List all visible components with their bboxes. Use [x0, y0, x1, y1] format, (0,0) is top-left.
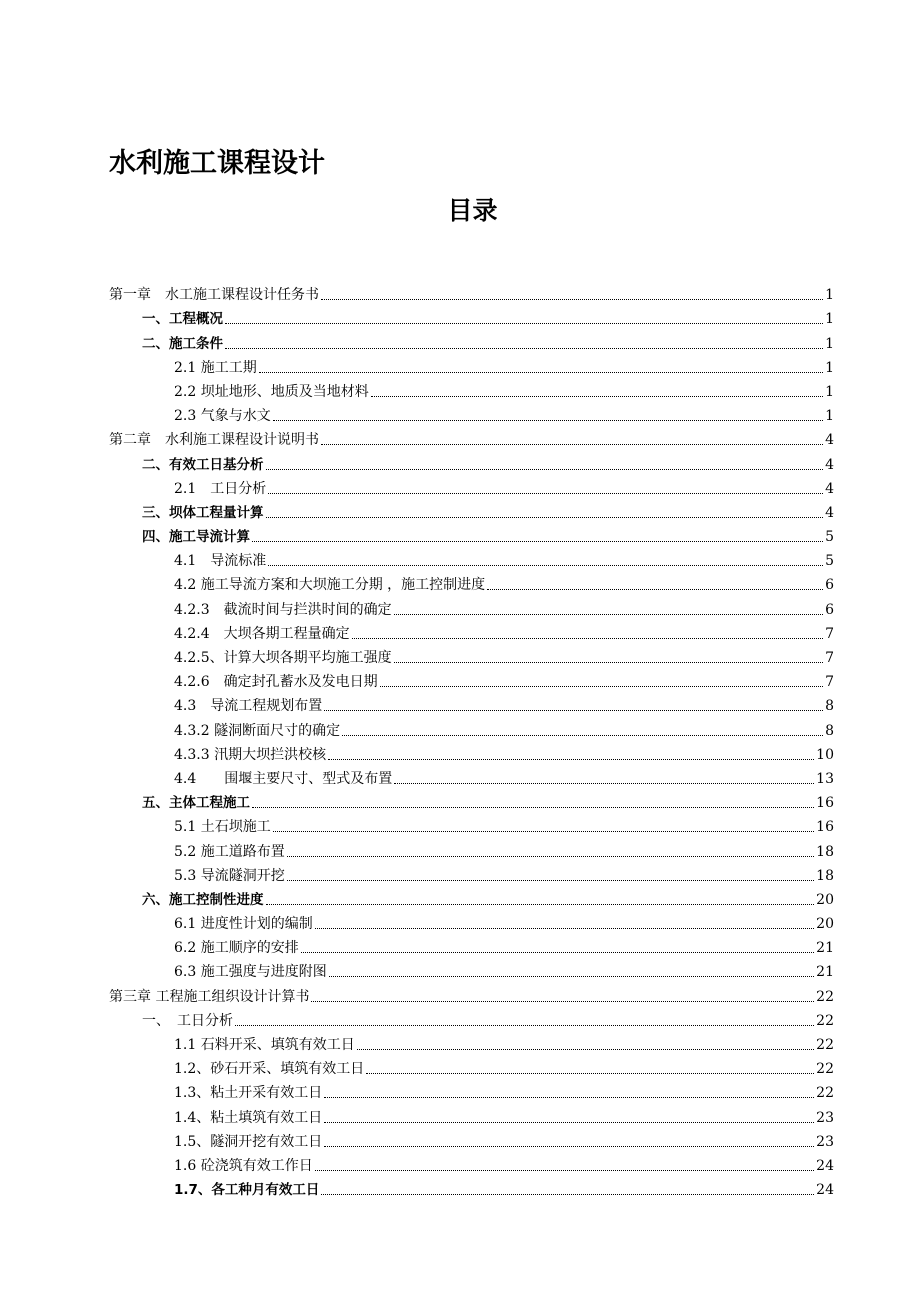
- toc-heading: 目录: [447, 196, 498, 225]
- toc-entry-page: 18: [816, 843, 834, 860]
- toc-entry-title: 六、施工控制性进度: [142, 891, 264, 908]
- toc-entry[interactable]: [109, 691, 834, 715]
- toc-entry[interactable]: [109, 933, 834, 957]
- toc-dot-leader: [324, 1122, 814, 1123]
- toc-entry-title: 一、 工日分析: [142, 1012, 233, 1029]
- toc-entry[interactable]: [109, 1030, 834, 1054]
- toc-entry[interactable]: [109, 280, 834, 304]
- toc-entry[interactable]: [109, 836, 834, 860]
- toc-entry-title: 4.2.4 大坝各期工程量确定: [174, 625, 350, 642]
- toc-entry-title: 4.3 导流工程规划布置: [174, 698, 323, 715]
- toc-entry-page: 4: [825, 456, 834, 473]
- toc-entry[interactable]: [109, 522, 834, 546]
- toc-entry-page: 7: [825, 674, 834, 691]
- toc-entry[interactable]: [109, 546, 834, 570]
- toc-entry-page: 1: [825, 311, 834, 328]
- toc-entry-title: 第二章 水利施工课程设计说明书: [109, 432, 319, 449]
- toc-entry[interactable]: [109, 740, 834, 764]
- toc-entry-title: 5.3 导流隧洞开挖: [174, 867, 285, 884]
- toc-entry-title: 4.3.2 隧洞断面尺寸的确定: [174, 722, 341, 739]
- toc-entry-page: 16: [816, 795, 834, 812]
- toc-dot-leader: [266, 469, 824, 470]
- toc-entry[interactable]: [109, 1006, 834, 1030]
- toc-entry-title: 6.3 施工强度与进度附图: [174, 964, 327, 981]
- toc-entry-page: 1: [825, 287, 834, 304]
- toc-dot-leader: [357, 1049, 814, 1050]
- toc-entry[interactable]: [109, 328, 834, 352]
- toc-entry-page: 7: [825, 650, 834, 666]
- toc-dot-leader: [324, 1097, 814, 1098]
- toc-entry-page: 1: [825, 335, 834, 352]
- toc-entry-title: 2.1 工日分析: [174, 480, 267, 497]
- toc-entry-title: 1.1 石料开采、填筑有效工日: [174, 1037, 355, 1053]
- toc-dot-leader: [328, 759, 814, 760]
- toc-entry[interactable]: [109, 377, 834, 401]
- toc-entry[interactable]: [109, 1078, 834, 1102]
- toc-entry-title: 1.3、粘土开采有效工日: [174, 1085, 323, 1102]
- toc-entry-page: 13: [816, 770, 834, 787]
- toc-entry-title: 5.2 施工道路布置: [174, 843, 285, 860]
- toc-dot-leader: [268, 493, 823, 494]
- toc-entry-page: 6: [825, 601, 834, 618]
- toc-entry-title: 4.4 围堰主要尺寸、型式及布置: [174, 770, 393, 787]
- toc-entry-page: 7: [825, 625, 834, 642]
- toc-entry[interactable]: [109, 667, 834, 691]
- toc-dot-leader: [394, 614, 823, 615]
- toc-entry[interactable]: [109, 401, 834, 425]
- toc-dot-leader: [324, 1146, 814, 1147]
- toc-entry-title: 三、坝体工程量计算: [142, 504, 264, 521]
- toc-dot-leader: [324, 710, 823, 711]
- toc-dot-leader: [394, 662, 823, 663]
- toc-dot-leader: [487, 589, 823, 590]
- toc-entry-page: 5: [825, 553, 834, 570]
- toc-entry-page: 22: [816, 988, 834, 1005]
- toc-entry-title: 4.2.3 截流时间与拦洪时间的确定: [174, 601, 392, 618]
- toc-dot-leader: [273, 420, 823, 421]
- toc-entry[interactable]: [109, 981, 834, 1005]
- toc-entry-title: 1.4、粘土填筑有效工日: [174, 1109, 323, 1126]
- toc-dot-leader: [380, 686, 823, 687]
- toc-entry-page: 20: [816, 916, 834, 933]
- toc-entry[interactable]: [109, 619, 834, 643]
- toc-dot-leader: [315, 1170, 814, 1171]
- toc-entry-title: 二、施工条件: [142, 335, 223, 352]
- toc-entry-title: 1.5、隧洞开挖有效工日: [174, 1133, 323, 1150]
- toc-entry-title: 五、主体工程施工: [142, 795, 250, 812]
- toc-entry[interactable]: [109, 957, 834, 981]
- toc-entry-title: 4.2 施工导流方案和大坝施工分期 ，施工控制进度: [174, 577, 486, 594]
- toc-entry-title: 二、有效工日基分析: [142, 456, 264, 473]
- toc-entry[interactable]: [109, 909, 834, 933]
- toc-entry[interactable]: [109, 425, 834, 449]
- toc-entry[interactable]: [109, 474, 834, 498]
- toc-dot-leader: [252, 541, 823, 542]
- toc-entry-page: 5: [825, 529, 834, 546]
- toc-dot-leader: [266, 517, 824, 518]
- toc-entry-title: 第一章 水工施工课程设计任务书: [109, 287, 319, 304]
- toc-entry[interactable]: [109, 885, 834, 909]
- toc-entry-page: 4: [825, 480, 834, 497]
- toc-entry-page: 21: [816, 940, 834, 957]
- toc-entry-title: 6.1 进度性计划的编制: [174, 916, 313, 933]
- toc-entry-page: 20: [816, 891, 834, 908]
- toc-dot-leader: [225, 323, 823, 324]
- toc-dot-leader: [342, 735, 823, 736]
- toc-entry[interactable]: [109, 353, 834, 377]
- toc-dot-leader: [366, 1073, 814, 1074]
- toc-dot-leader: [311, 1001, 814, 1002]
- toc-entry-title: 一、工程概况: [142, 311, 223, 328]
- toc-entry[interactable]: [109, 498, 834, 522]
- toc-dot-leader: [321, 299, 823, 300]
- toc-entry-page: 8: [825, 722, 834, 739]
- toc-dot-leader: [287, 856, 814, 857]
- toc-entry-title: 4.2.5、计算大坝各期平均施工强度: [174, 650, 392, 666]
- toc-entry[interactable]: [109, 304, 834, 328]
- toc-entry-page: 8: [825, 698, 834, 715]
- toc-entry[interactable]: [109, 812, 834, 836]
- toc-entry-page: 24: [816, 1157, 834, 1174]
- toc-dot-leader: [252, 807, 814, 808]
- toc-dot-leader: [321, 444, 823, 445]
- toc-entry-title: 1.7、各工种月有效工日: [174, 1182, 320, 1199]
- toc-entry-title: 6.2 施工顺序的安排: [174, 940, 299, 957]
- toc-entry-title: 1.2、砂石开采、填筑有效工日: [174, 1061, 365, 1078]
- toc-entry-page: 1: [825, 359, 834, 376]
- toc-entry-page: 23: [816, 1133, 834, 1150]
- toc-entry-page: 22: [816, 1012, 834, 1029]
- toc-entry-page: 4: [825, 432, 834, 449]
- toc-dot-leader: [315, 928, 814, 929]
- toc-entry[interactable]: [109, 788, 834, 812]
- toc-entry[interactable]: [109, 570, 834, 594]
- toc-entry[interactable]: [109, 1102, 834, 1126]
- toc-entry-page: 6: [825, 577, 834, 594]
- toc-dot-leader: [352, 638, 823, 639]
- toc-dot-leader: [235, 1025, 814, 1026]
- toc-entry-title: 四、施工导流计算: [142, 529, 250, 546]
- document-title: 水利施工课程设计: [109, 148, 325, 179]
- toc-entry-page: 18: [816, 867, 834, 884]
- toc-entry[interactable]: [109, 1151, 834, 1175]
- toc-entry[interactable]: [109, 861, 834, 885]
- toc-entry-page: 1: [825, 383, 834, 400]
- toc-entry-page: 22: [816, 1037, 834, 1053]
- toc-dot-leader: [266, 904, 815, 905]
- table-of-contents: [109, 280, 834, 1199]
- toc-dot-leader: [301, 952, 814, 953]
- toc-entry[interactable]: [109, 1175, 834, 1199]
- toc-dot-leader: [321, 1194, 814, 1195]
- toc-entry-title: 5.1 土石坝施工: [174, 819, 271, 836]
- toc-entry-page: 23: [816, 1109, 834, 1126]
- toc-entry[interactable]: [109, 1054, 834, 1078]
- toc-entry-page: 4: [825, 504, 834, 521]
- toc-dot-leader: [371, 396, 823, 397]
- toc-entry[interactable]: [109, 715, 834, 739]
- toc-entry-title: 4.2.6 确定封孔蓄水及发电日期: [174, 674, 378, 691]
- toc-entry-page: 21: [816, 964, 834, 981]
- toc-entry-title: 4.3.3 汛期大坝拦洪校核: [174, 746, 327, 763]
- toc-entry[interactable]: [109, 764, 834, 788]
- toc-entry-title: 第三章 工程施工组织设计计算书: [109, 988, 310, 1005]
- toc-entry-page: 22: [816, 1085, 834, 1102]
- toc-dot-leader: [268, 565, 823, 566]
- toc-dot-leader: [225, 348, 823, 349]
- toc-entry-title: 2.1 施工工期: [174, 359, 257, 376]
- toc-entry-title: 1.6 砼浇筑有效工作日: [174, 1157, 313, 1174]
- toc-entry-title: 2.3 气象与水文: [174, 408, 271, 425]
- toc-entry-page: 10: [816, 746, 834, 763]
- toc-entry[interactable]: [109, 449, 834, 473]
- toc-entry-page: 22: [816, 1061, 834, 1078]
- toc-entry-page: 16: [816, 819, 834, 836]
- toc-entry[interactable]: [109, 643, 834, 667]
- toc-dot-leader: [287, 880, 814, 881]
- toc-dot-leader: [329, 976, 814, 977]
- toc-dot-leader: [394, 783, 814, 784]
- toc-entry[interactable]: [109, 1127, 834, 1151]
- toc-entry-page: 24: [816, 1182, 834, 1199]
- toc-entry[interactable]: [109, 594, 834, 618]
- toc-entry-title: 4.1 导流标准: [174, 553, 267, 570]
- toc-entry-title: 2.2 坝址地形、地质及当地材料: [174, 383, 369, 400]
- toc-entry-page: 1: [825, 408, 834, 425]
- toc-dot-leader: [259, 372, 823, 373]
- toc-dot-leader: [273, 831, 814, 832]
